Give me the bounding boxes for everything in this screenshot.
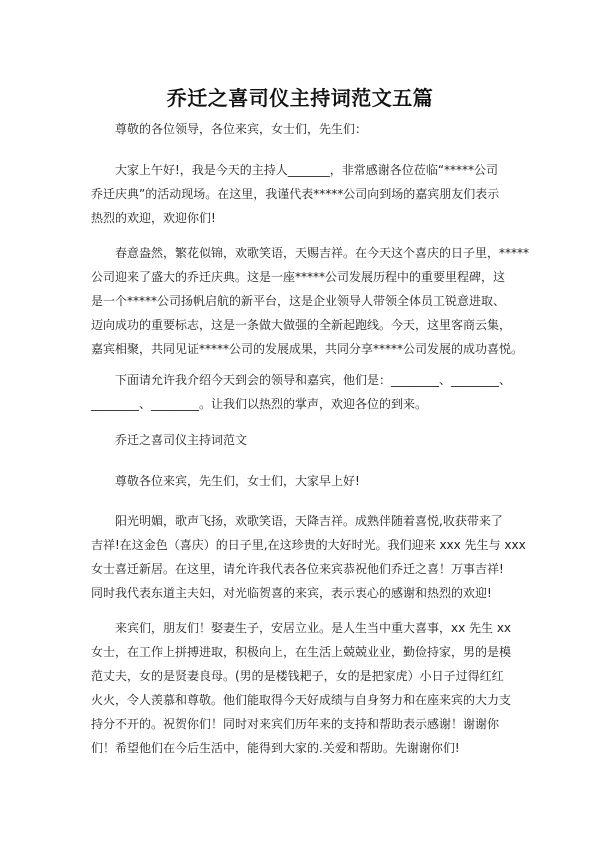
text-line: 乔迁之喜司仪主持词范文 <box>115 433 248 447</box>
text-line: 持分不开的。祝贺你们！同时对来宾们历年来的支持和帮助表示感谢！谢谢你 <box>91 717 500 731</box>
paragraph-subtitle <box>91 428 521 452</box>
text-line: 春意盎然，繁花似锦，欢歌笑语，天赐吉祥。在今天这个喜庆的日子里，***** <box>115 246 530 260</box>
paragraph-closing <box>91 616 521 760</box>
text-line: 同时我代表东道主夫妇，对光临贺喜的来宾，表示衷心的感谢和热烈的欢迎! <box>91 586 492 600</box>
paragraph-welcome <box>91 158 521 230</box>
text-line: 女士喜迁新居。在这里，请允许我代表各位来宾恭祝他们乔迁之喜！万事吉祥! <box>91 562 504 576</box>
text-line: 下面请允许我介绍今天到会的领导和嘉宾，他们是：________、________、 <box>115 373 512 387</box>
document-title: 乔迁之喜司仪主持词范文五篇 <box>166 86 434 110</box>
text-line: 范丈夫，女的是贤妻良母。(男的是楼钱耙子，女的是把家虎）小日子过得红红 <box>91 669 504 683</box>
text-line: 们！希望他们在今后生活中，能得到大家的.关爱和帮助。先谢谢你们! <box>91 741 460 755</box>
text-line: 迈向成功的重要标志，这是一条做大做强的全新起跑线。今天，这里客商云集， <box>91 318 512 332</box>
text-line: 阳光明媚，歌声飞扬，欢歌笑语，天降吉祥。成熟伴随着喜悦,收获带来了 <box>115 514 503 528</box>
text-line: 乔迁庆典”的活动现场。在这里，我谨代表*****公司向到场的嘉宾朋友们表示 <box>91 187 500 201</box>
text-line: 是一个*****公司扬帆启航的新平台，这是企业领导人带领全体员工锐意进取、 <box>91 294 506 308</box>
text-line: 嘉宾相聚，共同见证*****公司的发展成果，共同分享*****公司发展的成功喜悦。 <box>91 342 524 356</box>
text-line: 来宾们，朋友们！娶妻生子，安居立业。是人生当中重大喜事，xx 先生 xx <box>115 621 512 635</box>
text-line: 大家上午好!，我是今天的主持人_______，非常感谢各位莅临“*****公司 <box>115 163 499 177</box>
text-line: 尊敬的各位领导，各位来宾，女士们，先生们： <box>115 122 368 136</box>
text-line: 热烈的欢迎，欢迎你们! <box>91 211 216 225</box>
paragraph-blessing <box>91 509 526 605</box>
text-line: 尊敬各位来宾，先生们，女士们，大家早上好! <box>115 474 360 488</box>
text-line: ________、________。让我们以热烈的掌声，欢迎各位的到来。 <box>91 397 428 411</box>
text-line: 火火，令人羡慕和尊敬。他们能取得今天好成绩与自身努力和在座来宾的大力支 <box>91 693 512 707</box>
paragraph-celebration <box>91 241 530 361</box>
paragraph-introduction <box>91 368 521 416</box>
text-line: 吉祥!在这金色（喜庆）的日子里,在这珍贵的大好时光。我们迎来 xxx 先生与 xxx <box>91 538 526 552</box>
text-line: 女士，在工作上拼搏进取，积极向上，在生活上兢兢业业，勤俭持家，男的是模 <box>91 645 512 659</box>
paragraph-greeting <box>91 117 521 141</box>
paragraph-greeting-2 <box>91 469 521 493</box>
text-line: 公司迎来了盛大的乔迁庆典。这是一座*****公司发展历程中的重要里程碑，这 <box>91 270 506 284</box>
